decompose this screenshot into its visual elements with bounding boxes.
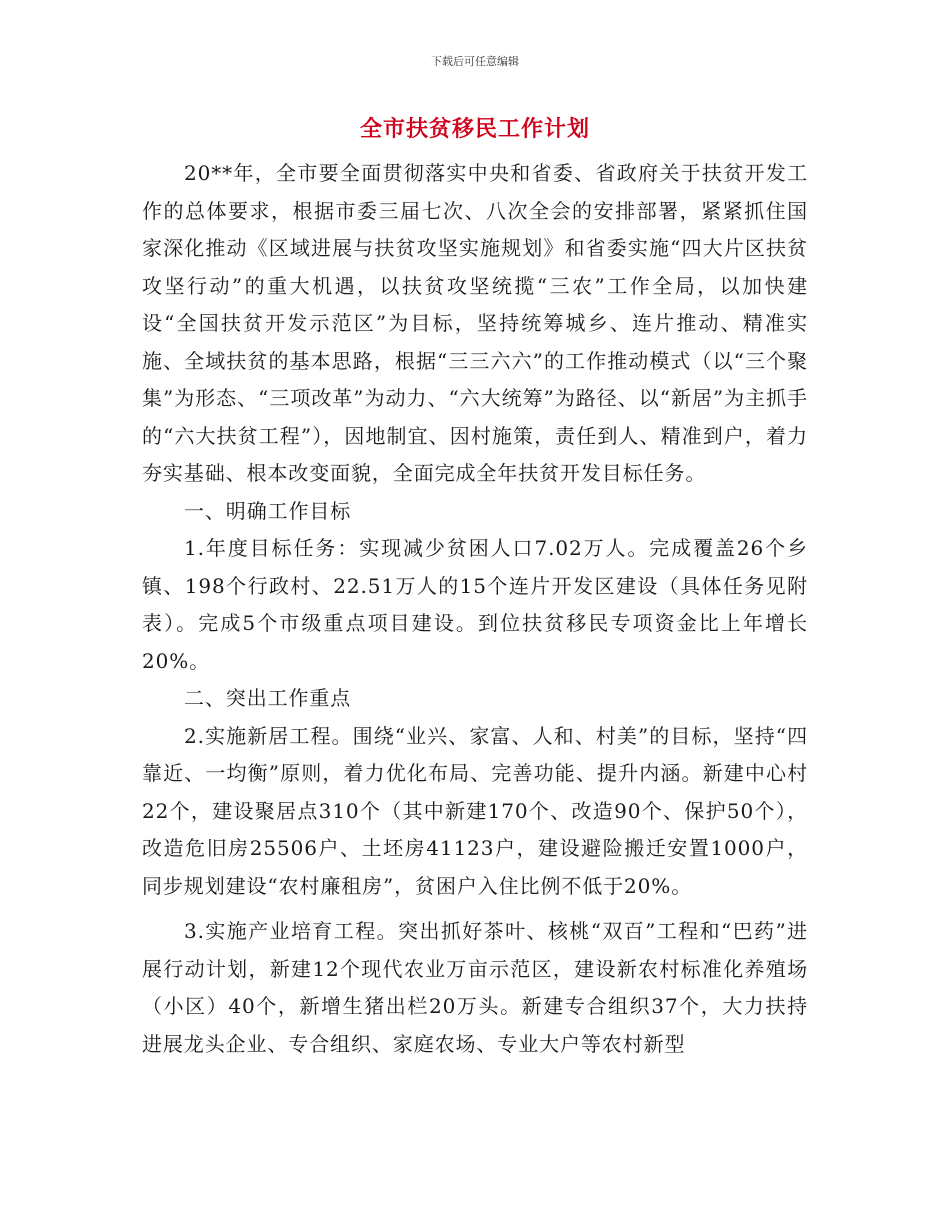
paragraph-gap xyxy=(142,905,808,913)
section-heading-priorities: 二、突出工作重点 xyxy=(184,686,352,710)
document-body xyxy=(142,155,808,1063)
paragraph-new-housing: 2.实施新居工程。围绕“业兴、家富、人和、村美”的目标，坚持“四靠近、一均衡”原则，着力优化布局、完善功能、提升内涵。新建中心村22个，建设聚居点310个（其中新建170个、改造90个、保护50个），改造危旧房25506户、土坯房41123户，建设避险搬迁安置1000户，同步规划建设“农村廉租房”，贫困户入住比例不低于20%。 xyxy=(142,723,808,898)
header-note: 下载后可任意编辑 xyxy=(431,55,519,68)
section-heading-goals: 一、明确工作目标 xyxy=(184,498,352,523)
paragraph-intro: 20**年，全市要全面贯彻落实中央和省委、省政府关于扶贫开发工作的总体要求，根据市委三届七次、八次全会的安排部署，紧紧抓住国家深化推动《区域进展与扶贫攻坚实施规划》和省委实施“四大片区扶贫攻坚行动”的重大机遇，以扶贫攻坚统揽“三农”工作全局，以加快建设“全国扶贫开发示范区”为目标，坚持统筹城乡、连片推动、精准实施、全域扶贫的基本思路，根据“三三六六”的工作推动模式（以“三个聚集”为形态、“三项改革”为动力、“六大统筹”为路径、以“新居”为主抓手的“六大扶贫工程”），因地制宜、因村施策，责任到人、精准到户，着力夯实基础、根本改变面貌，全面完成全年扶贫开发目标任务。 xyxy=(142,161,808,485)
paragraph-annual-targets: 1.年度目标任务：实现减少贫困人口7.02万人。完成覆盖26个乡镇、198个行政村、22.51万人的15个连片开发区建设（具体任务见附表）。完成5个市级重点项目建设。到位扶贫移民专项资金比上年增长20%。 xyxy=(142,536,808,673)
paragraph-industry: 3.实施产业培育工程。突出抓好茶叶、核桃“双百”工程和“巴药”进展行动计划，新建12个现代农业万亩示范区，建设新农村标准化养殖场（小区）40个，新增生猪出栏20万头。新建专合组织37个，大力扶持进展龙头企业、专合组织、家庭农场、专业大户等农村新型 xyxy=(142,919,808,1056)
document-title: 全市扶贫移民工作计划 xyxy=(359,116,590,142)
